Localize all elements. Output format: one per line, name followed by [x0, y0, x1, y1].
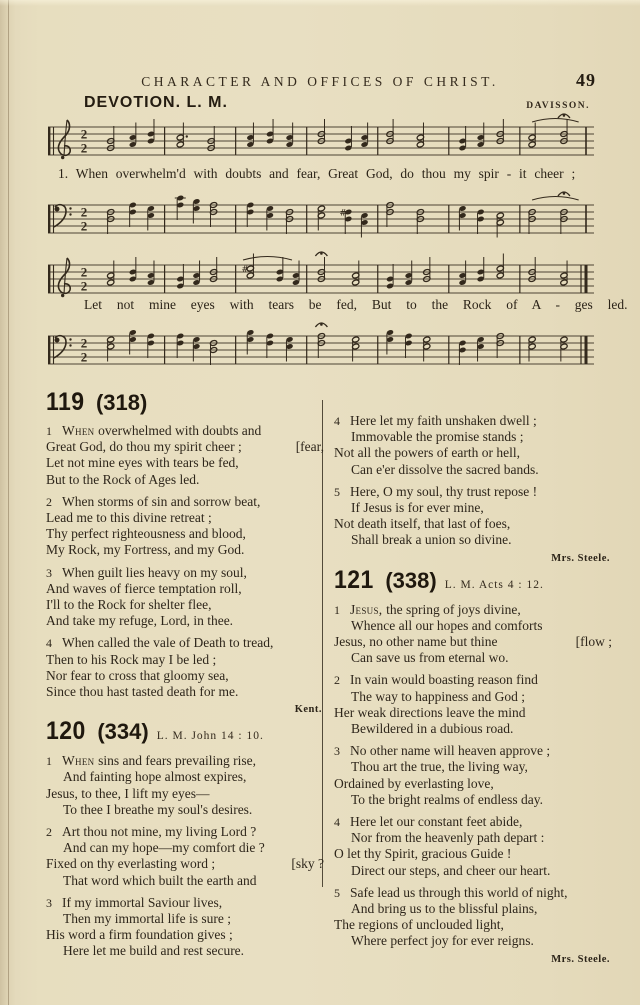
hymn-column-right [334, 386, 612, 968]
hymn-alt-number: (318) [89, 390, 148, 415]
verse-line: 4 When called the vale of Death to tread, [46, 635, 274, 651]
notes [107, 192, 570, 238]
page-number: 49 [576, 70, 596, 90]
music-staff-system1-treble [42, 113, 600, 165]
verse-line: [flow ; Jesus, no other name but thine [334, 634, 612, 650]
verse-line: The regions of unclouded light, [334, 917, 504, 933]
hymn-alt-number: (338) [379, 567, 437, 593]
verse-line: Ordained by everlasting love, [334, 775, 494, 791]
carryover-word: [fear, [295, 439, 324, 455]
author-attribution: Kent. [294, 704, 322, 716]
verse-line: To the bright realms of endless day. [351, 791, 544, 807]
verse-line: But to the Rock of Ages led. [46, 471, 200, 487]
hymn-meter-reference: L. M. Acts 4 : 12. [444, 578, 544, 591]
running-header: CHARACTER AND OFFICES OF CHRIST. [141, 74, 499, 89]
svg-text:2: 2 [80, 140, 88, 156]
verse-number: 2 [46, 825, 52, 840]
treble-clef-icon [58, 120, 70, 159]
verse-number: 2 [46, 494, 52, 509]
music-staff-system1-bass [42, 189, 600, 247]
time-signature [81, 205, 88, 234]
staff-engraving [48, 252, 594, 297]
verse [334, 602, 612, 667]
music-staff-system2-treble [42, 251, 600, 303]
verse-line: Can save us from eternal wo. [351, 650, 509, 666]
verse-line: My Rock, my Fortress, and my God. [46, 542, 245, 558]
carryover-word: [sky ? [291, 856, 324, 872]
verse-line: 1 When overwhelmed with doubts and [46, 423, 262, 438]
music-staff-system2-bass [42, 320, 600, 378]
hymn-number: 119 [46, 388, 85, 416]
verse-line: Nor fear to cross that gloomy sea, [46, 667, 229, 683]
verse-line: Bewildered in a dubious road. [351, 721, 514, 737]
verse-line: 1 When sins and fears prevailing rise, [46, 753, 256, 769]
verse-line: Lead me to this divine retreat ; [46, 510, 212, 526]
verse-number: 3 [334, 744, 340, 759]
verse-line: And take my refuge, Lord, in thee. [46, 613, 234, 629]
time-signature [81, 127, 88, 156]
staff-engraving [48, 323, 594, 365]
hymn-number: 120 [46, 717, 86, 746]
verse [334, 743, 612, 808]
verse-line: Not death itself, that last of foes, [334, 516, 511, 532]
verse-line: Not all the powers of earth or hell, [334, 445, 520, 461]
verse-line: Can e'er dissolve the sacred bands. [351, 461, 539, 477]
verse-number: 1 [46, 754, 52, 769]
verse [334, 672, 612, 737]
hymn-heading [334, 567, 612, 598]
verse-line: 3 If my immortal Saviour lives, [46, 894, 223, 910]
verse-line: Let not mine eyes with tears be fed, [46, 455, 239, 471]
verse-line: 2 Art thou not mine, my living Lord ? [46, 824, 257, 840]
time-signature [81, 265, 88, 294]
verse [46, 635, 324, 700]
verse-line: And waves of fierce temptation roll, [46, 580, 242, 596]
verse-line: The way to happiness and God ; [351, 688, 525, 704]
verse-line: Immovable the promise stands ; [351, 429, 524, 445]
verse-line: 4 Here let my faith unshaken dwell ; [334, 413, 537, 428]
notes [107, 252, 568, 289]
slur-tie [243, 257, 292, 261]
svg-text:2: 2 [80, 264, 88, 280]
verse-line: Her weak directions leave the mind [334, 704, 526, 720]
tune-title: DEVOTION. L. M. [84, 94, 228, 111]
verse-line: 5 Safe lead us through this world of night, [334, 884, 568, 900]
verse-line: Where perfect joy for ever reigns. [351, 933, 534, 949]
verse-line: Direct our steps, and cheer our heart. [351, 862, 551, 878]
verse-line: O let thy Spirit, gracious Guide ! [334, 846, 512, 862]
lyric-line-1: 1. When overwhelm'd with doubts and fear, Great God, do thou my spir - it cheer ; [58, 166, 576, 181]
verse-line: 4 Here let our constant feet abide, [334, 814, 523, 830]
treble-clef-icon [58, 258, 70, 297]
time-signature [81, 336, 88, 365]
notes [107, 323, 568, 365]
verse [334, 413, 612, 478]
verse-line: Shall break a union so divine. [351, 532, 512, 548]
verse-number: 3 [46, 565, 52, 580]
verse-line: 2 In vain would boasting reason find [334, 672, 538, 688]
svg-text:2: 2 [80, 349, 88, 365]
svg-text:2: 2 [80, 335, 88, 351]
verse-line: 2 When storms of sin and sorrow beat, [46, 493, 261, 509]
verse-line: Nor from the heavenly path depart : [351, 830, 545, 846]
verse-line: And fainting hope almost expires, [63, 769, 247, 785]
hymn-heading [46, 718, 324, 749]
hymn-number: 121 [334, 565, 374, 594]
verse [334, 814, 612, 879]
verse [334, 484, 612, 549]
verse [46, 824, 324, 889]
verse-line: Jesus, to thee, I lift my eyes— [46, 785, 210, 801]
staff-engraving [48, 192, 594, 238]
composer-name: DAVISSON. [526, 101, 590, 111]
hymn-column-left [46, 386, 324, 966]
lyric-line-2: Let not mine eyes with tears be fed, But to the Rock of A - ges led. [84, 297, 628, 312]
author-attribution: Mrs. Steele. [551, 953, 610, 965]
svg-text:2: 2 [80, 126, 88, 142]
verse-line: If Jesus is for ever mine, [351, 500, 484, 516]
verse-number: 1 [334, 602, 340, 617]
slur-tie [532, 197, 579, 201]
verse-number: 3 [46, 895, 52, 910]
verse [46, 494, 324, 559]
svg-text:#: # [339, 208, 347, 219]
verse [46, 423, 324, 488]
verse-number: 5 [334, 885, 340, 900]
verse-number: 4 [334, 815, 340, 830]
verse-line: 1 Jesus, the spring of joys divine, [334, 601, 521, 617]
hymn-alt-number: (334) [91, 719, 149, 745]
verse-number: 4 [46, 636, 52, 651]
verse-number: 4 [334, 414, 340, 428]
verse-line: And can my hope—my comfort die ? [63, 840, 265, 856]
author-attribution: Mrs. Steele. [551, 552, 610, 564]
svg-text:2: 2 [80, 204, 88, 220]
verse [46, 895, 324, 960]
verse-line: Here let me build and rest secure. [63, 943, 245, 959]
hymn-heading [46, 389, 324, 419]
verse-number: 1 [46, 424, 52, 438]
svg-text:2: 2 [80, 278, 88, 294]
carryover-word: [flow ; [575, 634, 612, 650]
bass-clef-icon [54, 205, 72, 227]
notes [107, 114, 570, 151]
verse-line: Thou art the true, the living way, [351, 759, 528, 775]
verse [46, 753, 324, 818]
verse-line: [sky ? Fixed on thy everlasting word ; [46, 856, 324, 872]
small-caps-word: Jesus, [350, 601, 387, 617]
svg-text:#: # [241, 265, 249, 275]
staff-engraving [48, 114, 594, 159]
verse-line: And bring us to the blissful plains, [351, 901, 538, 917]
verse-line: Thy perfect righteousness and blood, [46, 526, 246, 542]
bass-clef-icon [54, 336, 72, 358]
small-caps-word: When [62, 423, 99, 438]
verse-line: 3 No other name will heaven approve ; [334, 743, 551, 759]
verse-line: Then my immortal life is sure ; [63, 911, 231, 927]
hymn-meter-reference: L. M. John 14 : 10. [156, 730, 264, 743]
verse-line: His word a firm foundation gives ; [46, 927, 233, 943]
svg-text:2: 2 [80, 218, 88, 234]
verse-number: 5 [334, 484, 340, 499]
slur-tie [532, 119, 579, 123]
verse-line: [fear, Great God, do thou my spirit cheer ; [46, 439, 324, 455]
verse-number: 2 [334, 673, 340, 688]
verse-line: 5 Here, O my soul, thy trust repose ! [334, 483, 538, 499]
verse-line: I'll to the Rock for shelter flee, [46, 597, 212, 613]
verse-line: To thee I breathe my soul's desires. [63, 801, 253, 817]
verse [46, 565, 324, 630]
verse-line: Since thou hast tasted death for me. [46, 684, 239, 700]
verse [334, 885, 612, 950]
verse-line: Then to his Rock may I be led ; [46, 651, 217, 667]
verse-line: 3 When guilt lies heavy on my soul, [46, 564, 247, 580]
verse-line: Whence all our hopes and comforts [351, 617, 543, 633]
small-caps-word: When [62, 753, 99, 769]
verse-line: That word which built the earth and [63, 872, 257, 888]
